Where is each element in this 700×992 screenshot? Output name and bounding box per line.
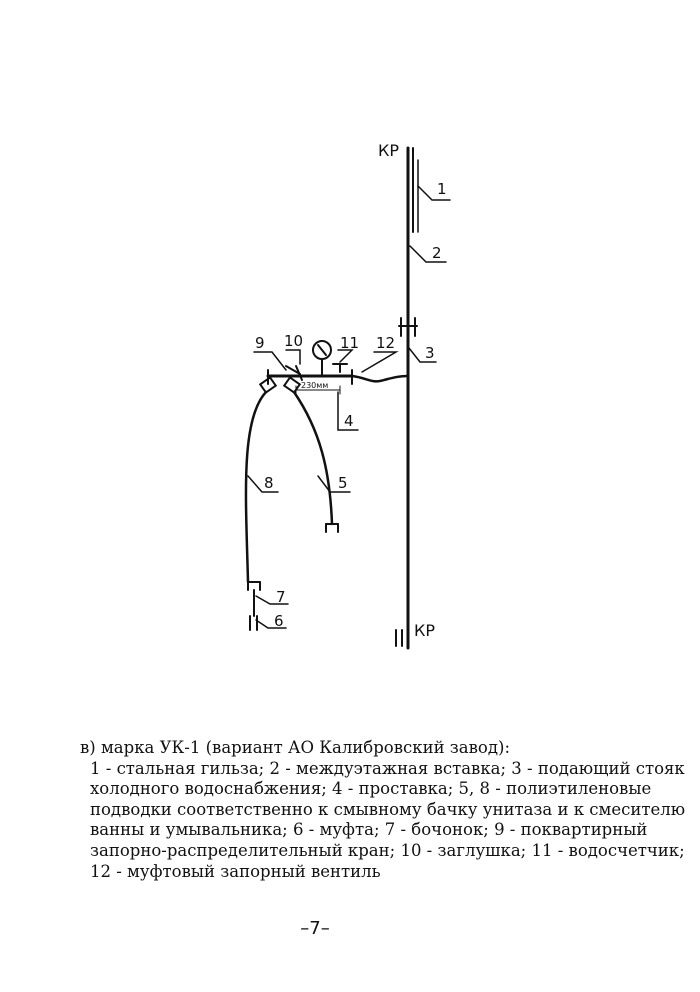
caption-line: 1 - стальная гильза; 2 - междуэтажная вставка; 3 - подающий стояк bbox=[90, 758, 685, 778]
label-5: 5 bbox=[338, 474, 348, 492]
label-7: 7 bbox=[276, 588, 286, 606]
page-number: –7– bbox=[300, 918, 330, 939]
label-1: 1 bbox=[437, 180, 447, 198]
label-12: 12 bbox=[376, 334, 396, 352]
label-8: 8 bbox=[264, 474, 274, 492]
leader-9 bbox=[254, 352, 286, 370]
label-9: 9 bbox=[255, 334, 265, 352]
leader-lines bbox=[248, 186, 450, 628]
barrel-and-coupling bbox=[248, 582, 260, 630]
flexible-hose-8 bbox=[246, 392, 266, 582]
figure-caption bbox=[80, 738, 686, 882]
caption-line: запорно-распределительный кран; 10 - заглушка; 11 - водосчетчик; bbox=[90, 840, 685, 860]
flexible-hose-5 bbox=[294, 392, 332, 524]
water-meter bbox=[313, 341, 331, 376]
shutoff-valve bbox=[333, 364, 352, 384]
caption-line: холодного водоснабжения; 4 - проставка; 5, 8 - полиэтиленовые bbox=[90, 779, 652, 799]
caption-line: 12 - муфтовый запорный вентиль bbox=[90, 861, 381, 881]
caption-line: подводки соответственно к смывному бачку унитаза и к смесителю bbox=[90, 799, 686, 819]
caption-heading: в) марка УК-1 (вариант АО Калибровский завод): bbox=[80, 738, 511, 757]
bottom-sleeve bbox=[396, 630, 402, 646]
label-3: 3 bbox=[425, 344, 435, 362]
leader-10 bbox=[286, 350, 300, 364]
label-riser-top: КР bbox=[378, 141, 400, 160]
caption-line: ванны и умывальника; 6 - муфта; 7 - бочонок; 9 - поквартирный bbox=[90, 820, 648, 840]
label-11: 11 bbox=[340, 334, 360, 352]
label-6: 6 bbox=[274, 612, 284, 630]
label-riser-bottom: КР bbox=[414, 621, 436, 640]
label-2: 2 bbox=[432, 244, 442, 262]
branch-connector-bend bbox=[352, 376, 408, 381]
dimension-label: 230мм bbox=[301, 381, 329, 390]
label-4: 4 bbox=[344, 412, 354, 430]
leader-12 bbox=[362, 352, 396, 372]
label-10: 10 bbox=[284, 332, 304, 350]
